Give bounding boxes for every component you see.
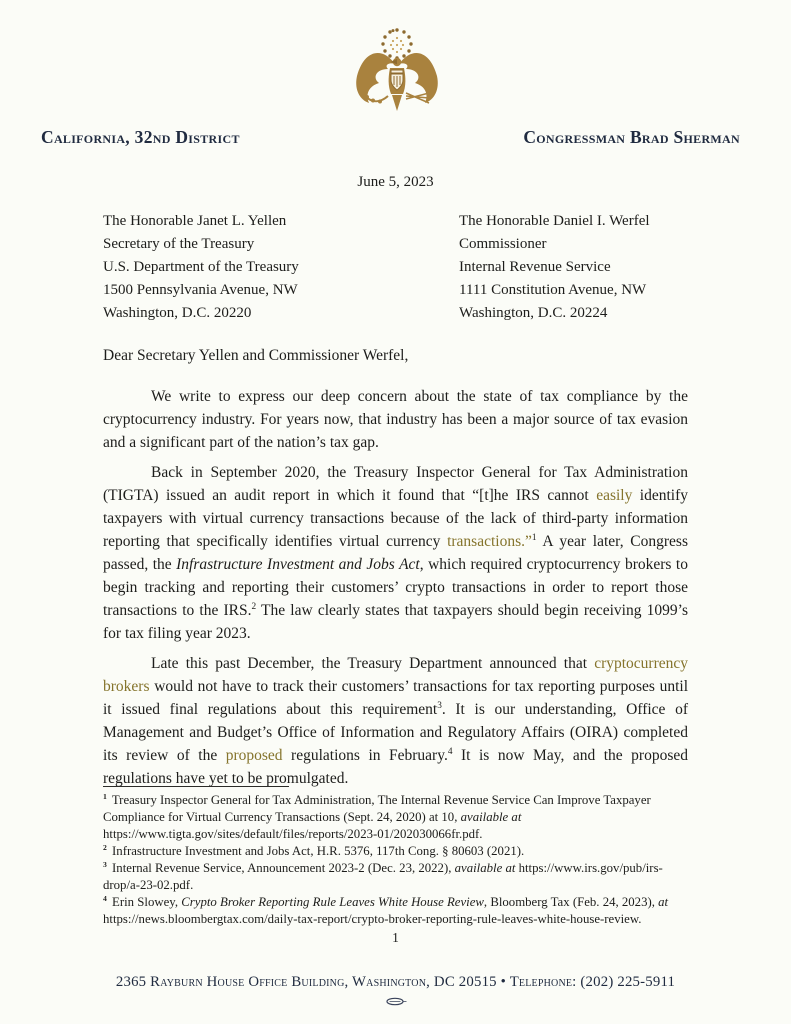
- letter-date: June 5, 2023: [357, 174, 434, 190]
- footnote: $^1$ Treasury Inspector General for Tax Administration, The Internal Revenue Service Can Improve Taxpayer Compliance for Virtual Currency Transactions (Sept. 24, 2020) at 10, available at https://www.tigta.gov/sites/default/files/reports/2023-01/202030066fr.pdf.: [103, 791, 651, 841]
- footnote: $^4$ Erin Slowey, Crypto Broker Reporting Rule Leaves White House Review, Bloomberg Tax (Feb. 24, 2023), at https://news.bloombergtax.com/daily-tax-report/crypto-broker-reporting-rule-leaves-white-house-review.: [103, 893, 669, 926]
- footer-address-line: 2365 Rayburn House Office Building, Washington, DC 20515 • Telephone: (202) 225-5911: [115, 974, 676, 990]
- address-line: Commissioner: [459, 236, 547, 252]
- footnote-separator: [103, 786, 289, 787]
- great-seal-eagle-icon: [352, 24, 442, 118]
- address-line: 1111 Constitution Avenue, NW: [459, 282, 647, 298]
- masthead-district: California, 32nd District: [41, 127, 240, 147]
- footnote: $^3$ Internal Revenue Service, Announcement 2023-2 (Dec. 23, 2022), available at https://www.irs.gov/pub/irs-drop/a-23-02.pdf.: [103, 859, 663, 892]
- letter-body: [103, 385, 688, 797]
- salutation: Dear Secretary Yellen and Commissioner Werfel,: [103, 347, 409, 364]
- footnotes: [103, 792, 695, 928]
- masthead: [41, 127, 740, 148]
- address-line: The Honorable Daniel I. Werfel: [459, 213, 650, 229]
- address-line: Washington, D.C. 20220: [103, 305, 252, 321]
- address-line: 1500 Pennsylvania Avenue, NW: [103, 282, 298, 298]
- footnote-marker: 2: [103, 842, 107, 852]
- address-line: The Honorable Janet L. Yellen: [103, 213, 287, 229]
- address-line: Secretary of the Treasury: [103, 236, 255, 252]
- recipient-address-werfel: [459, 210, 650, 325]
- footnote-marker: 4: [103, 893, 107, 903]
- masthead-congressman: Congressman Brad Sherman: [523, 127, 740, 147]
- paragraph-2: Back in September 2020, the Treasury Inspector General for Tax Administration (TIGTA) issued an audit report in which it found that “[t]he IRS cannot easily identify taxpayers with virtual currency transactions because of the lack of third-party information reporting that specifically identifies virtual currency transactions.”$^1$ A year later, Congress passed, the Infrastructure Investment and Jobs Act, which required cryptocurrency brokers to begin tracking and reporting their customers’ crypto transactions in order to report those transactions to the IRS.$^2$ The law clearly states that taxpayers should begin receiving 1099’s for tax filing year 2023.: [103, 464, 688, 642]
- footnotes-block: [103, 786, 695, 928]
- address-line: Washington, D.C. 20224: [459, 305, 608, 321]
- recipient-address-yellen: [103, 210, 459, 325]
- printer-union-bug-icon: [0, 997, 791, 1006]
- recipient-blocks: [103, 210, 703, 325]
- address-line: U.S. Department of the Treasury: [103, 259, 299, 275]
- footnote: $^2$ Infrastructure Investment and Jobs Act, H.R. 5376, 117th Cong. § 80603 (2021).: [103, 842, 525, 858]
- address-line: Internal Revenue Service: [459, 259, 611, 275]
- paragraph-1: We write to express our deep concern about the state of tax compliance by the cryptocurrency industry. For years now, that industry has been a major source of tax evasion and a significant part of the nation’s tax gap.: [103, 388, 688, 451]
- footnote-marker: 1: [103, 791, 107, 801]
- paragraph-3: Late this past December, the Treasury Department announced that cryptocurrency brokers would not have to track their customers’ transactions for tax reporting purposes until it issued final regulations about this requirement$^3$. It is our understanding, Office of Management and Budget’s Office of Information and Regulatory Affairs (OIRA) completed its review of the proposed regulations in February.$^4$ It is now May, and the proposed regulations have yet to be promulgated.: [103, 655, 689, 787]
- page-number: 1: [392, 930, 399, 945]
- footnote-marker: 3: [103, 859, 107, 869]
